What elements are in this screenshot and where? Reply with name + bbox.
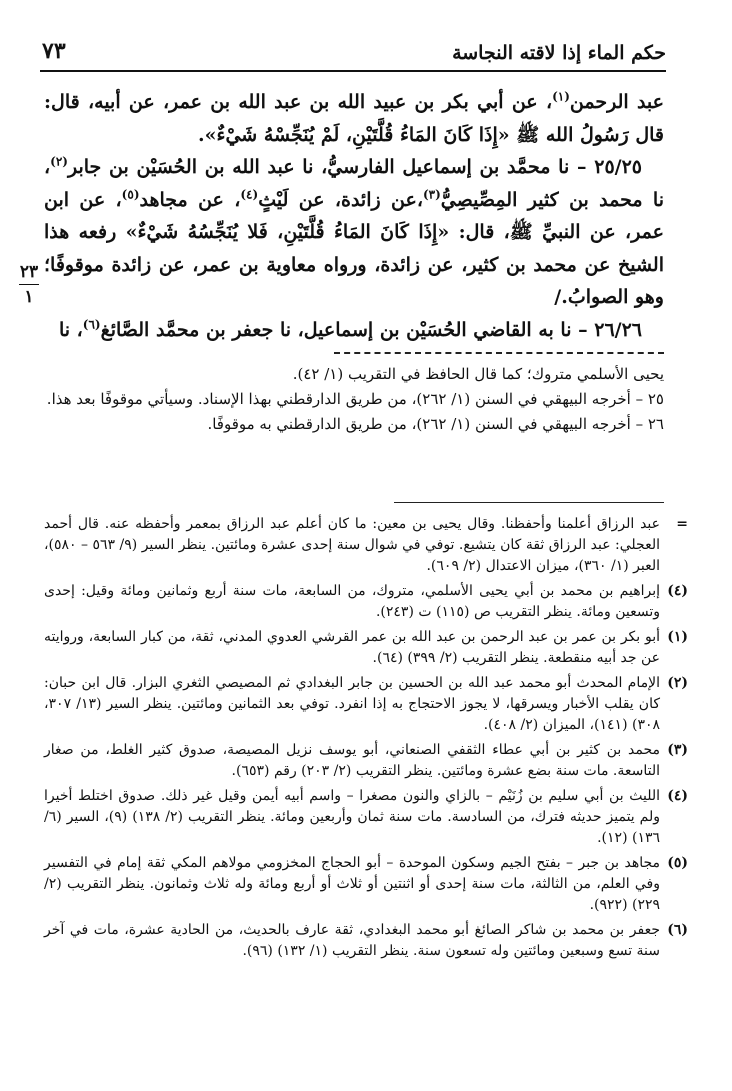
text-span: ٢٦/٢٦ – نا به القاضي الحُسَيْن بن إسماعيل، نا جعفر بن محمَّد الصَّائغ — [100, 318, 642, 341]
text-span: ٢٥/٢٥ – نا محمَّد بن إسماعيل الفارسيُّ، نا عبد الله بن الحُسَيْن بن جابر — [67, 156, 642, 178]
footnote — [44, 673, 688, 736]
text-span: ،عن زائدة، عن لَيْثٍ — [258, 188, 423, 211]
footnote-ref: (١) — [552, 89, 570, 104]
footnote-number: (١) — [667, 629, 688, 645]
footnote-text: عبد الرزاق أعلمنا وأحفظنا. وقال يحيى بن معين: ما كان أعلم عبد الرزاق بمعمر وأحفظه عنه. قال أحمد العجلي: عبد الرزاق ثقة كان يتشيع. توفي في شوال سنة إحدى عشرة ومائتين. ينظر السير (٩/ ٥٦٣ – ٥٨٠)، العبر (١/ ٣٦٠)، ميزان الاعتدال (٢/ ٦٠٩). — [44, 516, 660, 574]
note-line: ٢٥ – أخرجه البيهقي في السنن (١/ ٢٦٢)، من طريق الدارقطني بهذا الإسناد. وسيأتي موقوفًا بعد هذا. — [46, 390, 664, 408]
footnote-number: = — [676, 516, 688, 532]
footnote-ref: (٣) — [422, 187, 441, 202]
takhrij-notes — [44, 362, 664, 437]
footnote-ref: (٦) — [82, 317, 101, 332]
footnote-ref: (٤) — [240, 187, 259, 202]
footnote — [44, 627, 688, 669]
text-span: ، نا — [58, 318, 83, 341]
text-span: عبد الرحمن — [569, 91, 664, 113]
footnote — [44, 920, 688, 962]
footnote-ref: (٢) — [50, 154, 68, 169]
folio-side: ١ — [24, 287, 34, 307]
footnote-separator — [394, 502, 664, 503]
hadith-26 — [44, 314, 664, 347]
note-line: ٢٦ – أخرجه البيهقي في السنن (١/ ٢٦٢)، من طريق الدارقطني به موقوفًا. — [207, 415, 664, 433]
running-header — [40, 38, 666, 72]
text-span: ، نا محمد بن كثير المِصِّيصِيُّ — [44, 156, 664, 211]
footnotes — [44, 514, 688, 966]
text-span: ، عن ابن عمر، عن النبيِّ ﷺ، قال: «إِذَا كَانَ المَاءُ قُلَّتَيْنِ، فَلا يُنَجِّسُهُ شَيْءٌ» رفعه هذا الشيخ عن محمد بن كثير، عن زائدة، ورواه معاوية بن عمر، عن زائدة موقوفًا؛ وهو الصوابُ./ — [44, 188, 664, 308]
footnote-number: (٤) — [667, 788, 688, 804]
footnote — [44, 740, 688, 782]
footnote — [44, 514, 688, 577]
footnote — [44, 581, 688, 623]
page-number: ٧٣ — [42, 38, 66, 64]
footnote-text: أبو بكر بن عمر بن عبد الرحمن بن عبد الله بن عمر القرشي العدوي المدني، ثقة، من كبار السابعة، وروايته عن جد أبيه منقطعة. ينظر التقريب (٢/ ٣٩٩) (٦٤). — [44, 629, 660, 666]
chapter-title: حكم الماء إذا لاقته النجاسة — [452, 42, 666, 64]
folio-divider — [19, 284, 39, 285]
text-span: ، عن أبي بكر بن عبيد الله بن عبد الله بن عمر، عن أبيه، قال: قال رَسُولُ الله ﷺ «إِذَا كَانَ المَاءُ قُلَّتَيْنِ، لَمْ يُنَجِّسْهُ شَيْءٌ». — [44, 91, 664, 146]
manuscript-folio-marker — [14, 262, 44, 307]
footnote-number: (٢) — [667, 675, 688, 691]
footnote — [44, 853, 688, 916]
footnote-number: (٦) — [667, 922, 688, 938]
folio-number: ٢٣ — [19, 262, 39, 282]
footnote-text: الإمام المحدث أبو محمد عبد الله بن الحسين بن جابر البغدادي ثم المصيصي الثغري البزار. قال ابن حبان: كان يقلب الأخبار ويسرقها، لا يجوز الاحتجاج به إذا انفرد. توفي بعد الثمانين ومائتين. ينظر السير (١٣/ ٣٠٧، ٣٠٨) (١٤١)، الميزان (٢/ ٤٠٨). — [44, 675, 660, 733]
footnote-text: إبراهيم بن محمد بن أبي يحيى الأسلمي، متروك، من السابعة، مات سنة أربع وثمانين ومائة وقيل: إحدى وتسعين ومائة. ينظر التقريب ص (١١٥) ت (٢٤٣). — [44, 583, 660, 620]
footnote-number: (٥) — [667, 855, 688, 871]
note-line: يحيى الأسلمي متروك؛ كما قال الحافظ في التقريب (١/ ٤٢). — [292, 365, 664, 383]
footnote-text: جعفر بن محمد بن شاكر الصائغ أبو محمد البغدادي، ثقة عارف بالحديث، من الحادية عشرة، مات في آخر سنة تسع وسبعين ومائتين وله تسعون سنة. ينظر التقريب (١/ ١٣٢) (٩٦). — [44, 922, 660, 959]
hadith-25 — [44, 151, 664, 314]
footnote — [44, 786, 688, 849]
footnote-text: محمد بن كثير بن أبي عطاء الثقفي الصنعاني، أبو يوسف نزيل المصيصة، صدوق كثير الغلط، من صغار التاسعة. مات سنة بضع عشرة ومائتين. ينظر التقريب (٢/ ٢٠٣) رقم (٦٥٣). — [44, 742, 660, 779]
main-text — [44, 86, 664, 346]
footnote-text: الليث بن أبي سليم بن زُنَيْم – بالزاي والنون مصغرا – واسم أبيه أيمن وقيل غير ذلك. صدوق اختلط أخيرا ولم يتميز حديثه فترك، من السادسة. مات سنة ثمان وأربعين ومائة. ينظر التقريب (٢/ ١٣٨) (٩)، السير (٦/ ١٣٦) (١٢). — [44, 788, 661, 846]
paragraph-1 — [44, 86, 664, 151]
dashed-separator — [334, 352, 664, 354]
footnote-number: (٤) — [667, 583, 688, 599]
footnote-number: (٣) — [667, 742, 688, 758]
footnote-ref: (٥) — [121, 187, 140, 202]
footnote-text: مجاهد بن جبر – بفتح الجيم وسكون الموحدة – أبو الحجاج المخزومي مولاهم المكي ثقة إمام في التفسير وفي العلم، من الثالثة، مات سنة إحدى أو اثنتين أو ثلاث أو أربع ومائة وله ثلاث وثمانون. ينظر التقريب (٢/ ٢٢٩) (٩٢٢). — [44, 855, 660, 913]
text-span: ، عن مجاهد — [139, 188, 241, 211]
